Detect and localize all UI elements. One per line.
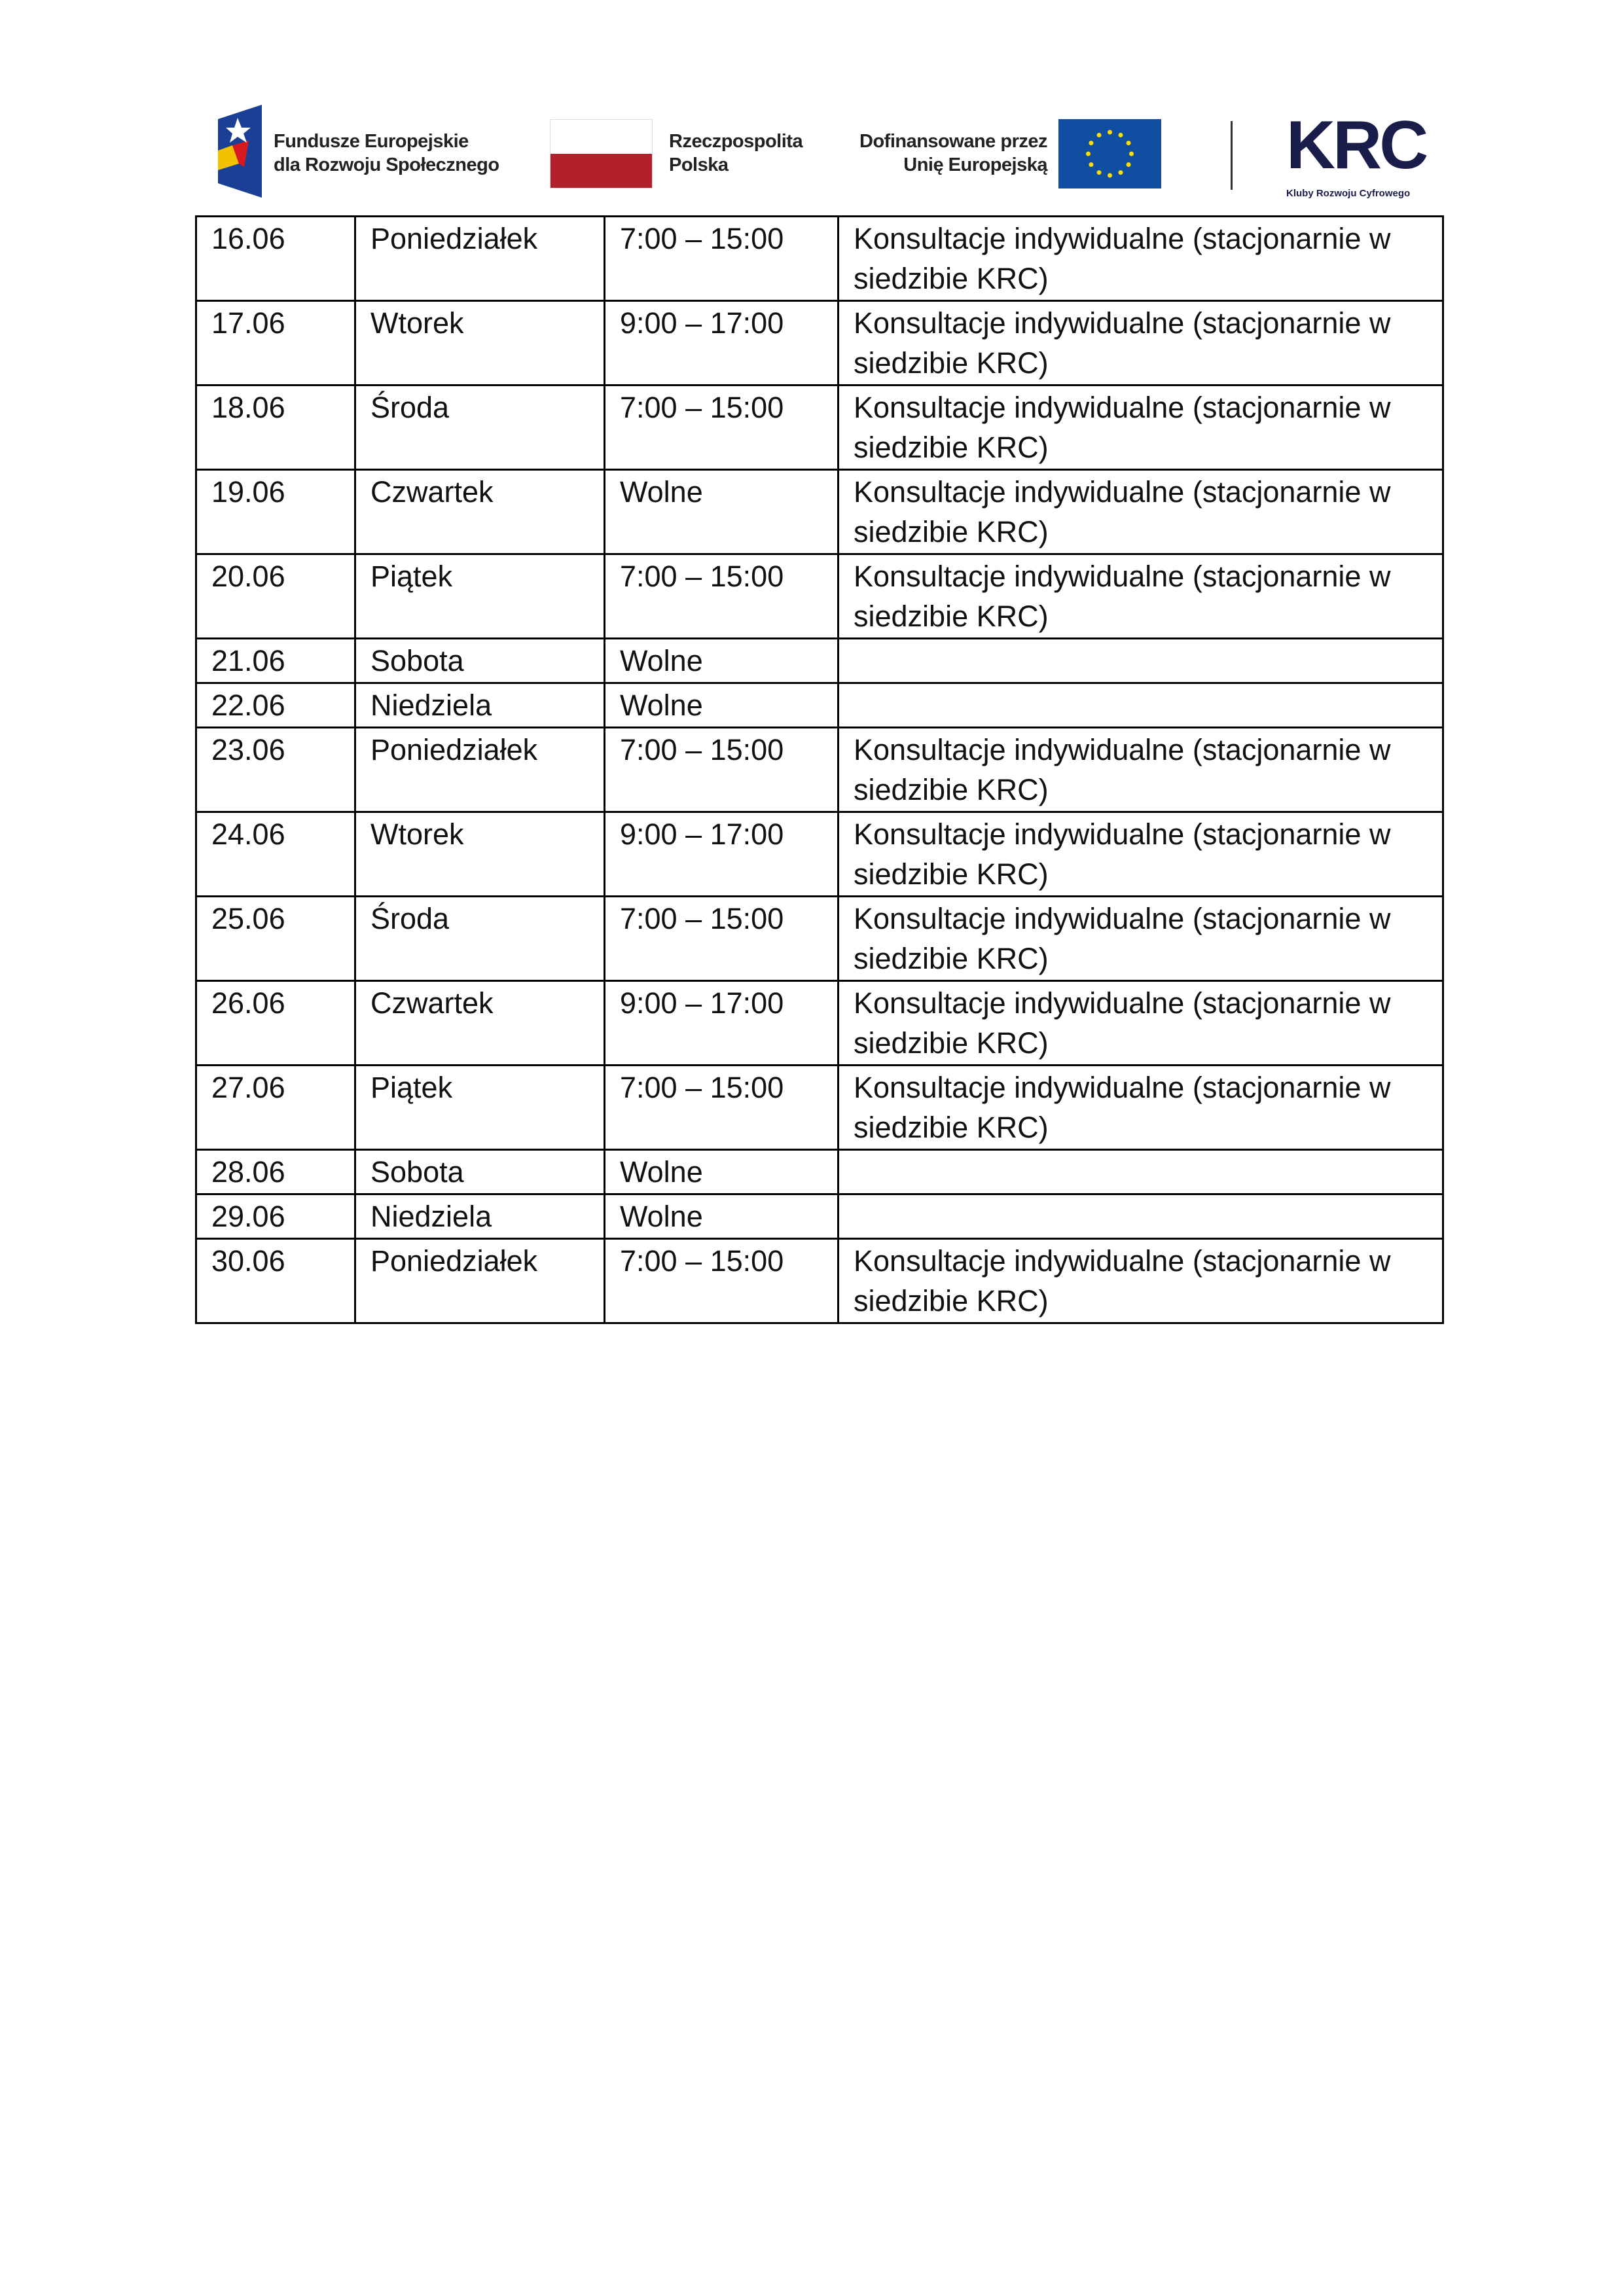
fe-flag-icon bbox=[213, 105, 262, 198]
cell-day: Wtorek bbox=[355, 812, 605, 897]
logo-separator bbox=[1231, 121, 1233, 190]
cell-date: 30.06 bbox=[196, 1239, 355, 1323]
cell-hours: 7:00 – 15:00 bbox=[605, 897, 839, 981]
cell-hours: 7:00 – 15:00 bbox=[605, 1066, 839, 1150]
eu-star-icon bbox=[1086, 152, 1091, 156]
cell-hours: 7:00 – 15:00 bbox=[605, 728, 839, 812]
cell-hours: 7:00 – 15:00 bbox=[605, 386, 839, 470]
cell-description: Konsultacje indywidualne (stacjonarnie w siedzibie KRC) bbox=[839, 897, 1443, 981]
cell-day: Środa bbox=[355, 897, 605, 981]
schedule-table bbox=[195, 215, 1444, 1324]
cell-hours: Wolne bbox=[605, 470, 839, 554]
krc-logo-text: KRC bbox=[1286, 107, 1426, 183]
logo-fe-line1: Fundusze Europejskie bbox=[274, 131, 469, 152]
cell-date: 18.06 bbox=[196, 386, 355, 470]
cell-description: Konsultacje indywidualne (stacjonarnie w siedzibie KRC) bbox=[839, 728, 1443, 812]
polish-flag-icon bbox=[550, 119, 653, 188]
logo-eu-line1: Dofinansowane przez bbox=[859, 131, 1047, 152]
logo-fe-line2: dla Rozwoju Społecznego bbox=[274, 154, 499, 175]
cell-description bbox=[839, 1194, 1443, 1239]
eu-star-icon bbox=[1108, 130, 1112, 135]
table-row bbox=[196, 639, 1443, 683]
table-row bbox=[196, 386, 1443, 470]
cell-date: 28.06 bbox=[196, 1150, 355, 1194]
cell-date: 26.06 bbox=[196, 981, 355, 1066]
table-row bbox=[196, 217, 1443, 301]
cell-hours: 7:00 – 15:00 bbox=[605, 1239, 839, 1323]
table-row bbox=[196, 683, 1443, 728]
cell-date: 19.06 bbox=[196, 470, 355, 554]
cell-day: Czwartek bbox=[355, 470, 605, 554]
table-row bbox=[196, 728, 1443, 812]
logo-eu bbox=[848, 119, 1188, 191]
cell-day: Poniedziałek bbox=[355, 217, 605, 301]
cell-description: Konsultacje indywidualne (stacjonarnie w siedzibie KRC) bbox=[839, 554, 1443, 639]
cell-hours: 9:00 – 17:00 bbox=[605, 981, 839, 1066]
cell-date: 27.06 bbox=[196, 1066, 355, 1150]
cell-day: Poniedziałek bbox=[355, 1239, 605, 1323]
logo-eu-line2: Unię Europejską bbox=[903, 154, 1047, 175]
table-row bbox=[196, 981, 1443, 1066]
cell-description: Konsultacje indywidualne (stacjonarnie w siedzibie KRC) bbox=[839, 470, 1443, 554]
eu-star-icon bbox=[1089, 162, 1093, 167]
cell-hours: Wolne bbox=[605, 1150, 839, 1194]
cell-hours: 7:00 – 15:00 bbox=[605, 554, 839, 639]
cell-hours: 9:00 – 17:00 bbox=[605, 812, 839, 897]
cell-description: Konsultacje indywidualne (stacjonarnie w siedzibie KRC) bbox=[839, 1066, 1443, 1150]
cell-description bbox=[839, 639, 1443, 683]
eu-star-icon bbox=[1089, 141, 1093, 145]
cell-date: 23.06 bbox=[196, 728, 355, 812]
cell-day: Niedziela bbox=[355, 1194, 605, 1239]
table-row bbox=[196, 1066, 1443, 1150]
cell-day: Sobota bbox=[355, 1150, 605, 1194]
cell-hours: Wolne bbox=[605, 1194, 839, 1239]
header-logos bbox=[213, 105, 1430, 203]
table-row bbox=[196, 470, 1443, 554]
logo-rzeczpospolita-polska bbox=[550, 119, 825, 191]
cell-day: Wtorek bbox=[355, 301, 605, 386]
cell-hours: 9:00 – 17:00 bbox=[605, 301, 839, 386]
table-row bbox=[196, 301, 1443, 386]
logo-krc bbox=[1286, 105, 1443, 203]
logo-rp-line1: Rzeczpospolita bbox=[669, 131, 803, 152]
table-row bbox=[196, 897, 1443, 981]
eu-star-icon bbox=[1097, 170, 1102, 175]
cell-day: Środa bbox=[355, 386, 605, 470]
cell-day: Poniedziałek bbox=[355, 728, 605, 812]
cell-day: Niedziela bbox=[355, 683, 605, 728]
cell-date: 16.06 bbox=[196, 217, 355, 301]
cell-description: Konsultacje indywidualne (stacjonarnie w siedzibie KRC) bbox=[839, 812, 1443, 897]
cell-date: 20.06 bbox=[196, 554, 355, 639]
cell-hours: Wolne bbox=[605, 639, 839, 683]
cell-description: Konsultacje indywidualne (stacjonarnie w siedzibie KRC) bbox=[839, 1239, 1443, 1323]
cell-date: 22.06 bbox=[196, 683, 355, 728]
cell-description bbox=[839, 1150, 1443, 1194]
krc-logo-subtitle: Kluby Rozwoju Cyfrowego bbox=[1286, 188, 1411, 199]
cell-description: Konsultacje indywidualne (stacjonarnie w siedzibie KRC) bbox=[839, 386, 1443, 470]
eu-flag-icon bbox=[1058, 119, 1161, 188]
cell-hours: Wolne bbox=[605, 683, 839, 728]
cell-date: 29.06 bbox=[196, 1194, 355, 1239]
cell-description: Konsultacje indywidualne (stacjonarnie w siedzibie KRC) bbox=[839, 301, 1443, 386]
cell-day: Sobota bbox=[355, 639, 605, 683]
eu-star-icon bbox=[1127, 162, 1131, 167]
table-row bbox=[196, 812, 1443, 897]
eu-star-icon bbox=[1127, 141, 1131, 145]
cell-day: Czwartek bbox=[355, 981, 605, 1066]
cell-date: 25.06 bbox=[196, 897, 355, 981]
eu-star-icon bbox=[1108, 173, 1112, 178]
cell-day: Piątek bbox=[355, 554, 605, 639]
eu-star-icon bbox=[1119, 170, 1123, 175]
cell-description: Konsultacje indywidualne (stacjonarnie w siedzibie KRC) bbox=[839, 217, 1443, 301]
cell-date: 17.06 bbox=[196, 301, 355, 386]
cell-description: Konsultacje indywidualne (stacjonarnie w siedzibie KRC) bbox=[839, 981, 1443, 1066]
cell-description bbox=[839, 683, 1443, 728]
eu-star-icon bbox=[1097, 133, 1102, 137]
cell-date: 21.06 bbox=[196, 639, 355, 683]
eu-star-icon bbox=[1129, 152, 1134, 156]
cell-hours: 7:00 – 15:00 bbox=[605, 217, 839, 301]
cell-date: 24.06 bbox=[196, 812, 355, 897]
eu-star-icon bbox=[1119, 133, 1123, 137]
table-row bbox=[196, 1239, 1443, 1323]
logo-fundusze-europejskie bbox=[213, 105, 501, 200]
table-row bbox=[196, 1150, 1443, 1194]
logo-rp-line2: Polska bbox=[669, 154, 729, 175]
table-row bbox=[196, 554, 1443, 639]
cell-day: Piątek bbox=[355, 1066, 605, 1150]
table-row bbox=[196, 1194, 1443, 1239]
